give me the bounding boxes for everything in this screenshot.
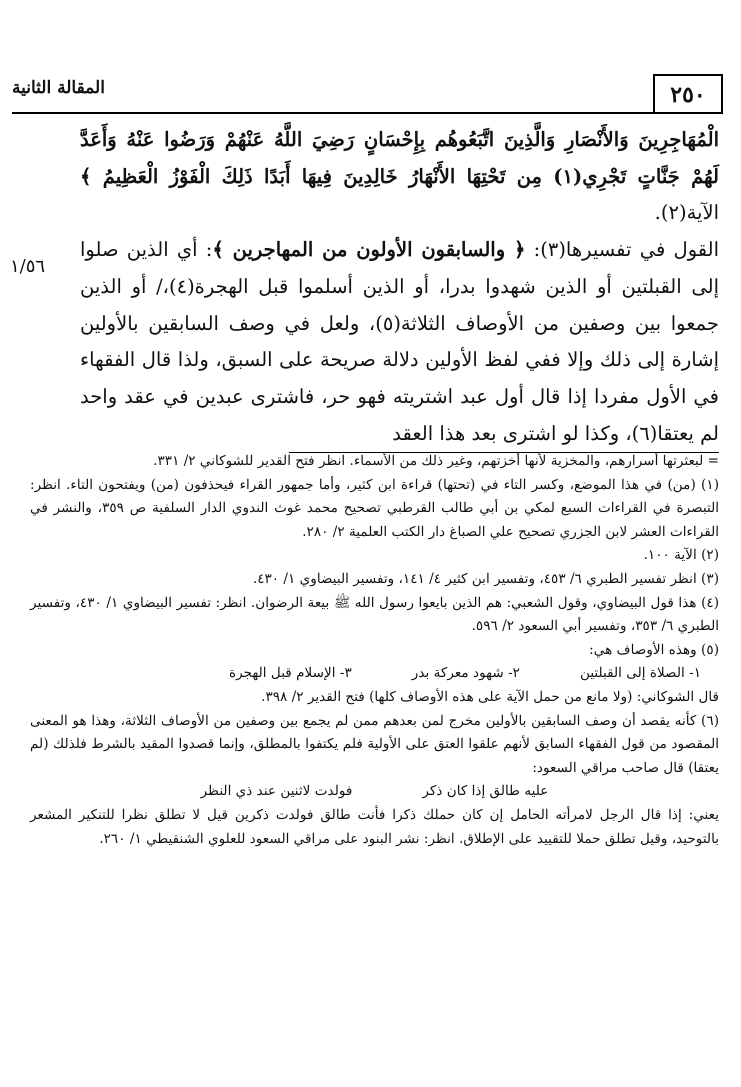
footnote-1: (١) (من) في هذا الموضع، وكسر التاء في (تحتها) قراءة ابن كثير، وأما جمهور القراء فيحذفون (من) ويفتحون التاء. انظر: التبصرة في القراءات السبع لمكي بن أبي طالب القرطبي تصحيح محمد غوث الندوي الدار السلفية ص ٣٥٩، والنشر في القراءات العشر لابن الجزري تصحيح علي الصباغ دار الكتب العلمية ٢/ ٢٨٠. — [30, 476, 719, 540]
quran-verse: الْمُهَاجِرِينَ وَالأَنْصَارِ وَالَّذِينَ اتَّبَعُوهُم بِإِحْسَانٍ رَضِيَ اللَّهُ عَنْهُمْ وَرَضُوا عَنْهُ وَأَعَدَّ لَهُمْ جَنَّاتٍ تَجْرِي(١) مِن تَحْتِهَا الأَنْهَارُ خَالِدِينَ فِيهَا أَبَدًا ذَلِكَ الْفَوْزُ الْعَظِيمُ ﴾ — [80, 128, 719, 188]
footnote-4: (٤) هذا قول البيضاوي، وقول الشعبي: هم الذين بايعوا رسول الله ﷺ بيعة الرضوان. انظر: تفسير البيضاوي ١/ ٤٣٠، وتفسير الطبري ٦/ ٣٥٣، وتفسير أبي السعود ٢/ ٥٩٦. — [30, 594, 719, 635]
commentary-text: : أي الذين صلوا إلى القبلتين أو الذين شهدوا بدرا، أو الذين أسلموا قبل الهجرة(٤)،/ أو الذين جمعوا بين وصفين من الأوصاف الثلاثة(٥)، ولعل في وصف السابقين بالأولين إشارة إلى ذلك وإلا ففي لفظ الأولين دلالة صريحة على السبق، ولذا قال الفقهاء في الأول مفردا إذا قال أول عبد اشتريته فهو حر، فاشترى عبدين في عقد واحد لم يعتقا(٦)، وكذا لو اشترى بعد هذا العقد — [80, 238, 719, 445]
commentary-intro: القول في تفسيرها(٣): — [525, 238, 719, 262]
footnote-6: (٦) كأنه يقصد أن وصف السابقين بالأولين مخرج لمن بعدهم ممن لم يجمع بين وصفين من الأوصاف الثلاثة، وهذا هو المعنى المقصود من قول الفقهاء السابق لأنهم علقوا العتق على الأولية فلم يكتفوا بالمطلق، وإنما قصدوا المقيد بالشرط فلذلك (لم يعتقا) قال صاحب مراقي السعود: — [30, 712, 719, 776]
page-header — [12, 68, 723, 114]
poem-first-hemistich: عليه طالق إذا كان ذكر — [422, 783, 549, 800]
footnote-2: (٢) الآية ١٠٠. — [643, 547, 719, 564]
footnote-5-list — [30, 662, 719, 686]
poem-second-hemistich: فولدت لاثنين عند ذي النظر — [200, 783, 353, 800]
footnote-continuation: = لبعثرتها أسرارهم، والمخزية لأنها أخزتهم، وغير ذلك من الأسماء. انظر فتح القدير للشوكاني ٢/ ٣٣١. — [153, 453, 719, 469]
footnote-6-outro: يعني: إذا قال الرجل لامرأته الحامل إن كان حملك ذكرا فأنت طالق فولدت ذكرين قيل لا تطلق نظرا للتنكير المشعر بالتوحيد، وقيل تطلق حملا للتقييد على الإطلاق. انظر: نشر البنود على مراقي السعود للعلوي الشنقيطي ١/ ٢٦٠. — [30, 806, 719, 847]
poem-verse — [30, 780, 719, 804]
page-number: ٢٥٠ — [653, 74, 723, 114]
footnote-3: (٣) انظر تفسير الطبري ٦/ ٤٥٣، وتفسير ابن كثير ٤/ ١٤١، وتفسير البيضاوي ١/ ٤٣٠. — [252, 570, 719, 587]
footnotes — [30, 450, 719, 851]
main-text — [80, 122, 719, 452]
section-title: المقالة الثانية — [12, 78, 105, 98]
header-rule — [12, 112, 723, 114]
list-item: ١- الصلاة إلى القبلتين — [579, 665, 701, 682]
main-paragraph — [80, 122, 719, 232]
list-item: ٣- الإسلام قبل الهجرة — [229, 665, 352, 682]
footnote-5-outro: قال الشوكاني: (ولا مانع من حمل الآية على هذه الأوصاف كلها) فتح القدير ٢/ ٣٩٨. — [261, 688, 719, 705]
margin-reference: ١/٥٦ — [10, 256, 46, 277]
commentary-paragraph — [80, 232, 719, 452]
verse-reference: الآية(٢). — [654, 201, 719, 225]
list-item: ٢- شهود معركة بدر — [411, 665, 520, 682]
footnote-5-intro: (٥) وهذه الأوصاف هي: — [589, 641, 719, 658]
commentary-quote: ﴿ والسابقون الأولون من المهاجرين ﴾ — [212, 238, 526, 262]
